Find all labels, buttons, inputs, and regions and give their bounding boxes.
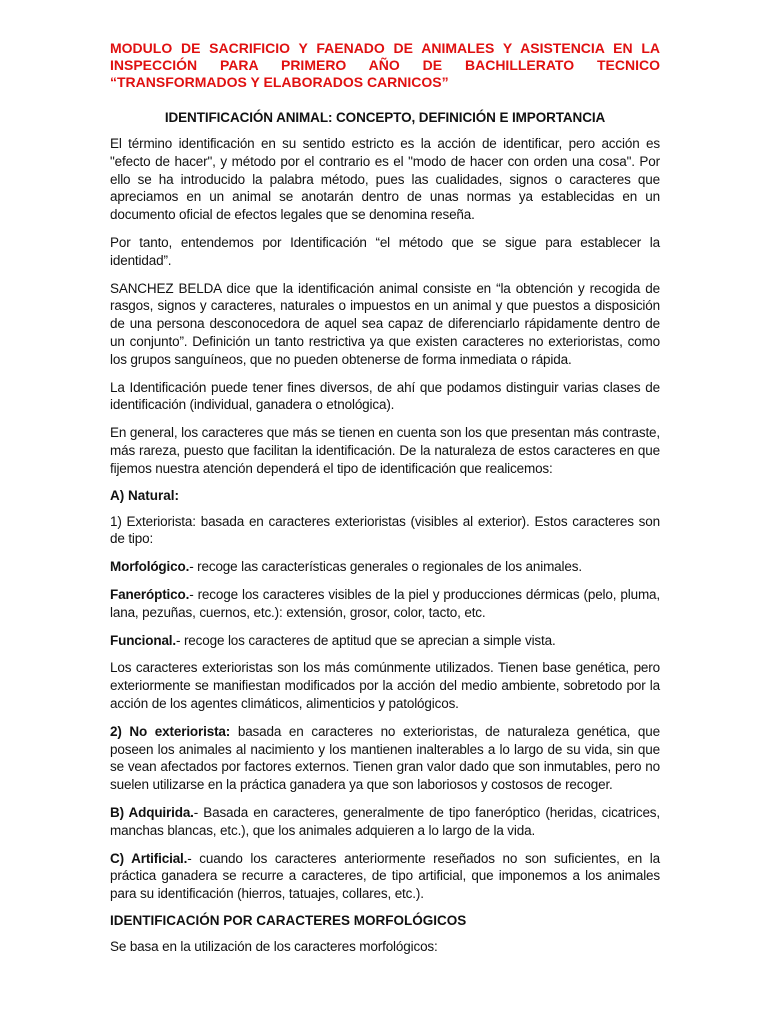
paragraph-funcional [110, 632, 660, 650]
paragraph-morfologico [110, 558, 660, 576]
label-morfologico: Morfológico. [110, 559, 190, 575]
paragraph-definition: El término identificación en su sentido estricto es la acción de identificar, pero acción es "efecto de hacer", y método por el contrario es el "modo de hacer con orden una cosa". Por ello se ha introducido la palabra método, pues las cualidades, signos o caracteres que apreciamos en un animal se anotarán dentro de unas normas ya establecidas en un documento oficial de efectos legales que se denomina reseña. [110, 136, 660, 223]
paragraph-exterioristas-common: Los caracteres exterioristas son los más comúnmente utilizados. Tienen base genética, pero exteriormente se manifiestan modificados por la acción del medio ambiente, sobretodo por la acción de los agentes climáticos, alimenticios y patológicos. [110, 660, 660, 711]
heading-morfologicos: IDENTIFICACIÓN POR CARACTERES MORFOLÓGICOS [110, 912, 467, 928]
paragraph-characters: En general, los caracteres que más se tienen en cuenta son los que presentan más contraste, más rareza, puesto que facilitan la identificación. De la naturaleza de estos caracteres en que fijemos nuestra atención dependerá el tipo de identificación que realicemos: [110, 425, 660, 476]
paragraph-no-exteriorista [110, 723, 660, 794]
paragraph-purposes: La Identificación puede tener fines diversos, de ahí que podamos distinguir varias clases de identificación (individual, ganadera o etnológica). [110, 379, 660, 413]
text-no-exteriorista: basada en caracteres no exterioristas, de naturaleza genética, que poseen los animales al nacimiento y los mantienen inalterables a lo largo de su vida, sin que se vean afectados por factores externos. Tienen gran valor dado que son inmutables, pero no suelen utilizarse en la práctica ganadera ya que son laboriosos y costosos de recoger. [110, 723, 661, 793]
text-artificial: - cuando los caracteres anteriormente reseñados no son suficientes, en la práctica ganadera se recurre a caracteres, de tipo artificial, que imponemos a los animales para su identificación (hierros, tatuajes, collares, etc.). [110, 850, 660, 902]
paragraph-morfologicos-intro: Se basa en la utilización de los caracteres morfológicos: [110, 938, 438, 954]
heading-natural: A) Natural: [110, 487, 180, 503]
text-morfologico: - recoge las características generales o regionales de los animales. [189, 559, 582, 575]
paragraph-sanchez-belda: SANCHEZ BELDA dice que la identificación animal consiste en “la obtención y recogida de rasgos, signos y caracteres, naturales o impuestos en un animal y que puestos a disposición de una persona desconocedora de aquel sea capaz de diferenciarlo rápidamente dentro de un conjunto”. Definición un tanto restrictiva ya que existen caracteres no exterioristas, como los grupos sanguíneos, que no pueden obtenerse de forma inmediata o rápida. [110, 280, 660, 367]
label-artificial: C) Artificial. [110, 850, 188, 866]
section-title: IDENTIFICACIÓN ANIMAL: CONCEPTO, DEFINICIÓN E IMPORTANCIA [164, 110, 606, 125]
label-no-exteriorista: 2) No exteriorista: [110, 723, 231, 739]
text-adquirida: - Basada en caracteres, generalmente de tipo faneróptico (heridas, cicatrices, manchas blancas, etc.), que los animales adquieren a lo largo de la vida. [110, 804, 660, 838]
paragraph-artificial [110, 850, 660, 903]
paragraph-identity: Por tanto, entendemos por Identificación “el método que se sigue para establecer la identidad”. [110, 234, 660, 268]
label-adquirida: B) Adquirida. [110, 804, 194, 820]
text-faneroptico: - recoge los caracteres visibles de la piel y producciones dérmicas (pelo, pluma, lana, pezuñas, cuernos, etc.): extensión, grosor, color, tacto, etc. [110, 586, 660, 620]
paragraph-adquirida [110, 804, 660, 840]
module-header: MODULO DE SACRIFICIO Y FAENADO DE ANIMALES Y ASISTENCIA EN LA INSPECCIÓN PARA PRIMERO AÑO DE BACHILLERATO TECNICO “TRANSFORMADOS Y ELABORADOS CARNICOS” [110, 40, 660, 90]
paragraph-exteriorista: 1) Exteriorista: basada en caracteres exterioristas (visibles al exterior). Estos caracteres son de tipo: [110, 513, 660, 547]
paragraph-faneroptico [110, 586, 660, 622]
label-faneroptico: Faneróptico. [110, 586, 190, 602]
text-funcional: - recoge los caracteres de aptitud que se aprecian a simple vista. [176, 632, 556, 648]
label-funcional: Funcional. [110, 632, 177, 648]
